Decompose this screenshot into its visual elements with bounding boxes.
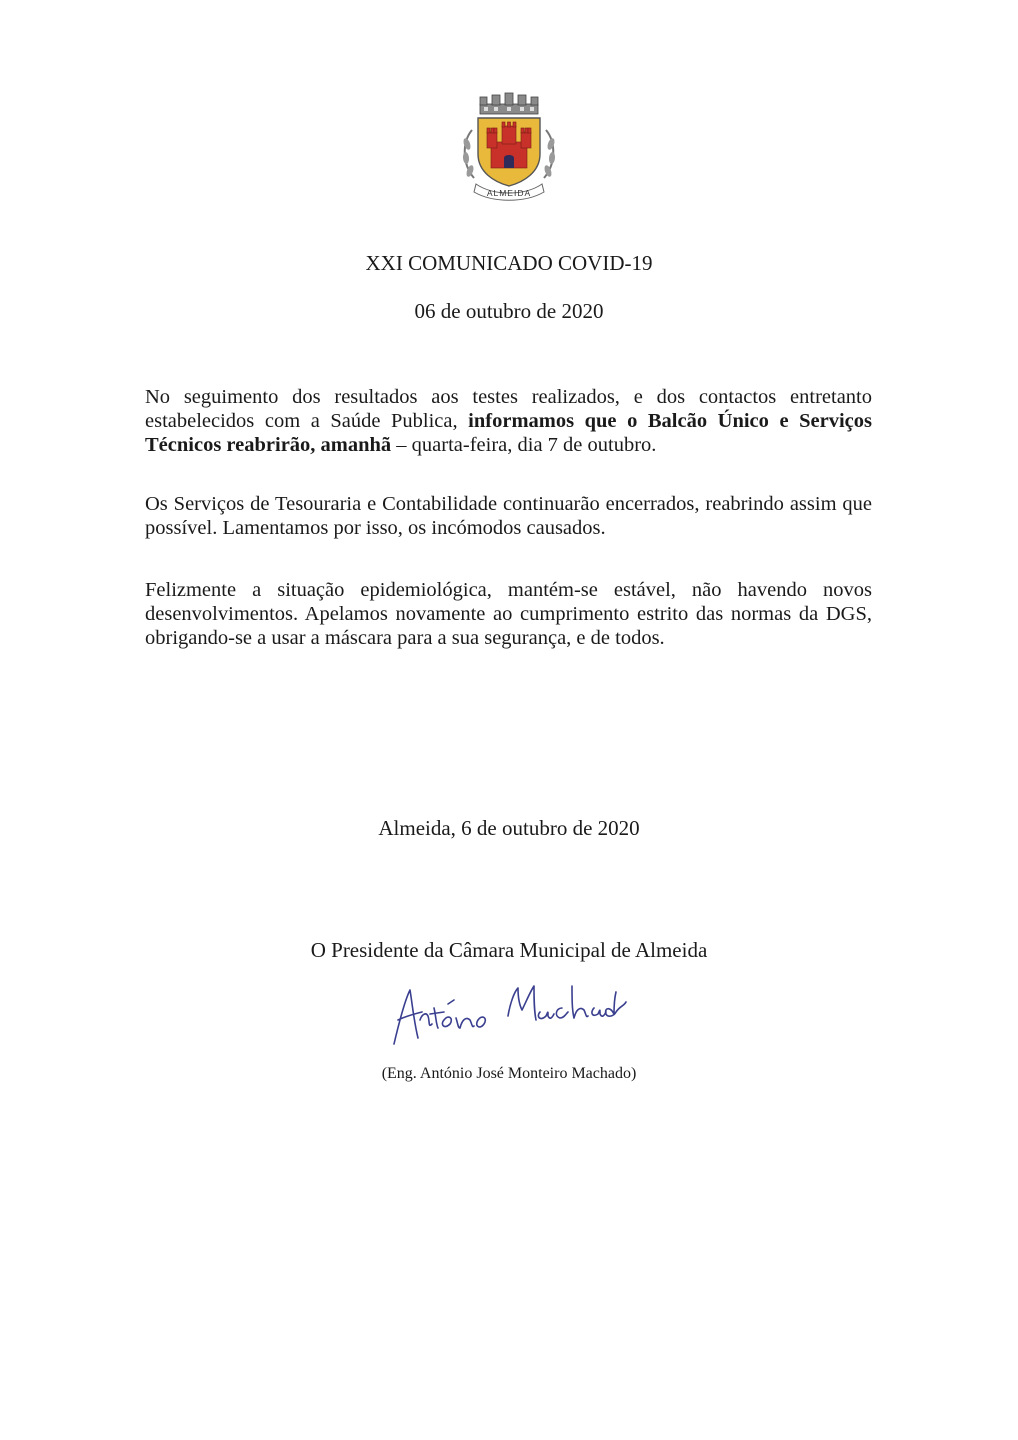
almeida-coat-of-arms: [458, 92, 560, 202]
document-title: XXI COMUNICADO COVID-19: [365, 251, 653, 275]
crest-motto: ALMEIDA: [486, 188, 532, 198]
paragraph-reopening-highlight: informamos que o Balcão Único e Serviços Técnicos reabrirão, amanhã: [145, 410, 872, 456]
place-and-date: Almeida, 6 de outubro de 2020: [378, 816, 640, 840]
handwritten-signature: [384, 972, 634, 1052]
document-date: 06 de outubro de 2020: [414, 299, 604, 323]
signatory-name: (Eng. António José Monteiro Machado): [381, 1065, 637, 1082]
paragraph-reopening: [145, 385, 872, 457]
paragraph-reopening-date: – quarta-feira, dia 7 de outubro.: [391, 434, 657, 456]
signatory-title: O Presidente da Câmara Municipal de Almeida: [310, 938, 708, 962]
paragraph-situation: Felizmente a situação epidemiológica, mantém-se estável, não havendo novos desenvolvimentos. Apelamos novamente ao cumprimento estrito das normas da DGS, obrigando-se a usar a máscara para a sua segurança, e de todos.: [145, 579, 872, 649]
paragraph-treasury: Os Serviços de Tesouraria e Contabilidade continuarão encerrados, reabrindo assim que possível. Lamentamos por isso, os incómodos causados.: [145, 493, 872, 539]
paragraph-reopening-intro: No seguimento dos resultados aos testes realizados, e dos contactos entretanto estabelecidos com a Saúde Publica,: [145, 386, 872, 432]
